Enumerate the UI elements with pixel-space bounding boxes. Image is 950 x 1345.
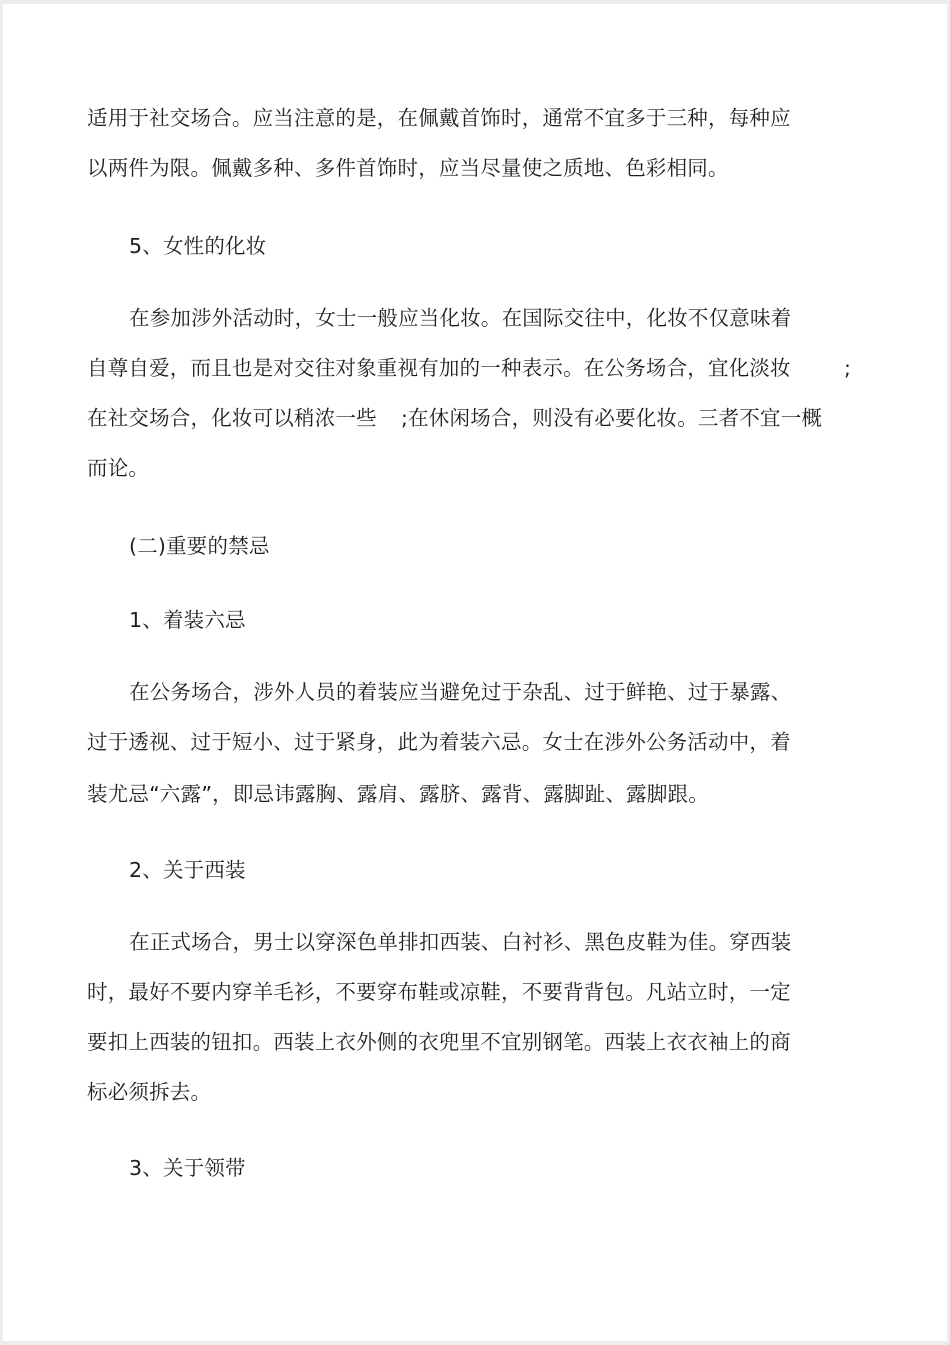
paragraph-line: 要扣上西装的钮扣。西装上衣外侧的衣兜里不宜别钢笔。西装上衣衣袖上的商 — [87, 1030, 791, 1054]
paragraph-line: 装尤忌“六露”，即忌讳露胸、露肩、露脐、露背、露脚趾、露脚跟。 — [87, 782, 709, 806]
paragraph-line-fragment: ;在休闲场合，则没有必要化妆。三者不宜一概 — [401, 406, 823, 430]
paragraph-line: 标必须拆去。 — [87, 1080, 212, 1104]
document-page — [3, 4, 947, 1341]
section-heading: 5、女性的化妆 — [129, 234, 267, 258]
paragraph-line: 适用于社交场合。应当注意的是，在佩戴首饰时，通常不宜多于三种，每种应 — [87, 106, 791, 130]
paragraph-line: 在社交场合，化妆可以稍浓一些 — [87, 406, 377, 430]
paragraph-line: 在正式场合，男士以穿深色单排扣西装、白衬衫、黑色皮鞋为佳。穿西装 — [129, 930, 792, 954]
paragraph-line: 时，最好不要内穿羊毛衫，不要穿布鞋或凉鞋，不要背背包。凡站立时，一定 — [87, 980, 791, 1004]
paragraph-line-fragment: ; — [844, 356, 852, 380]
paragraph-line: 在公务场合，涉外人员的着装应当避免过于杂乱、过于鲜艳、过于暴露、 — [129, 680, 792, 704]
section-heading: 1、着装六忌 — [129, 608, 246, 632]
section-heading: 3、关于领带 — [129, 1156, 246, 1180]
paragraph-line: 以两件为限。佩戴多种、多件首饰时，应当尽量使之质地、色彩相同。 — [87, 156, 729, 180]
section-heading: 2、关于西装 — [129, 858, 246, 882]
paragraph-line: 过于透视、过于短小、过于紧身，此为着装六忌。女士在涉外公务活动中，着 — [87, 730, 791, 754]
paragraph-line: 在参加涉外活动时，女士一般应当化妆。在国际交往中，化妆不仅意味着 — [129, 306, 792, 330]
paragraph-line: 而论。 — [87, 456, 150, 480]
section-heading: (二)重要的禁忌 — [129, 534, 270, 558]
paragraph-line: 自尊自爱，而且也是对交往对象重视有加的一种表示。在公务场合，宜化淡妆 — [87, 356, 791, 380]
